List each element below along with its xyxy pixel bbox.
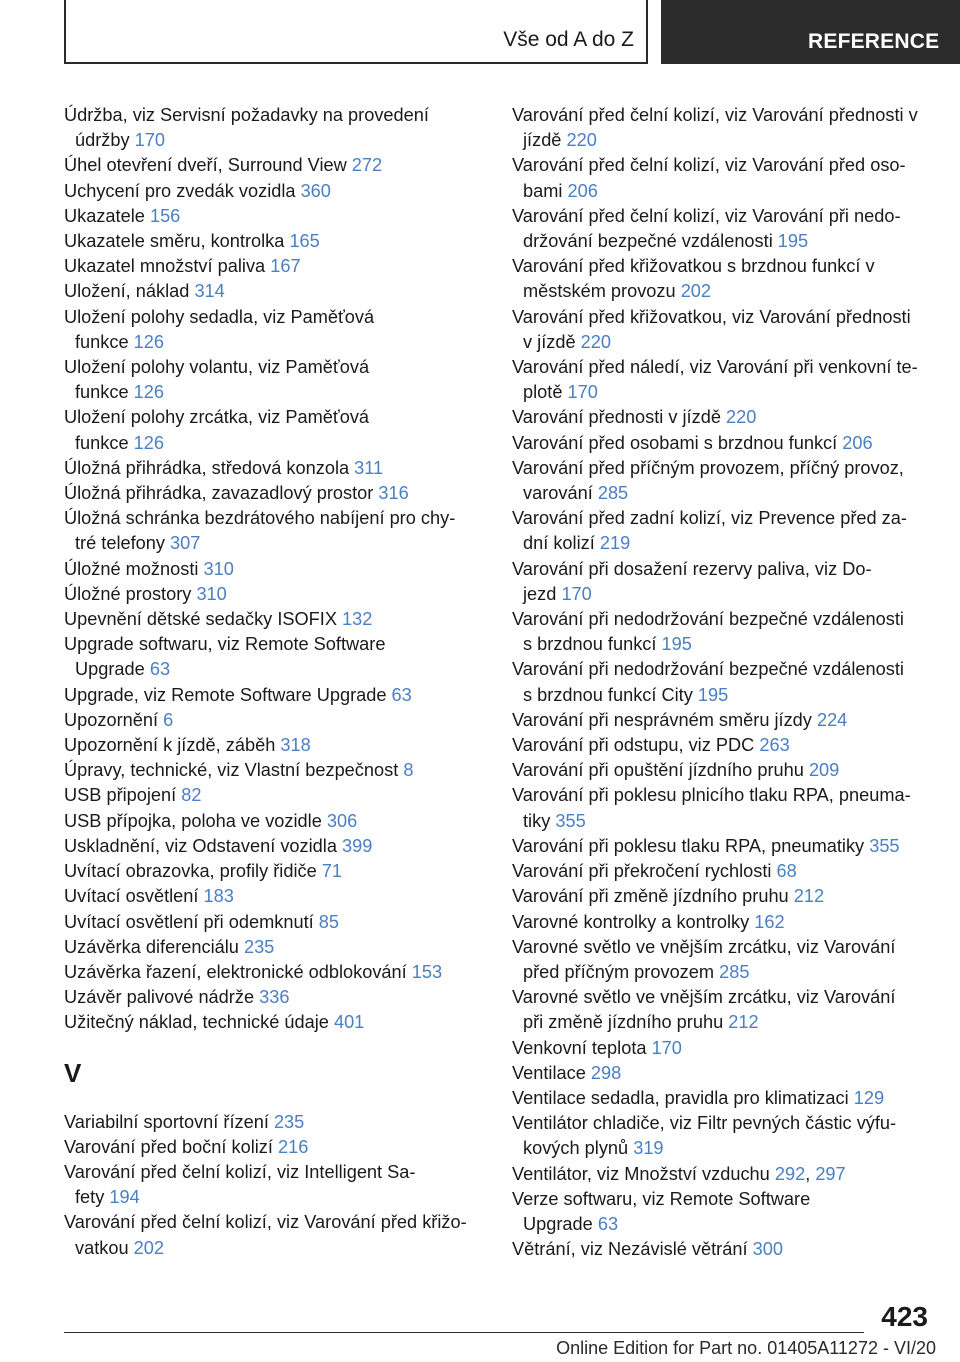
entry-text: funkce bbox=[75, 331, 129, 352]
index-entry bbox=[512, 758, 932, 783]
index-entry bbox=[64, 1210, 484, 1260]
page-link[interactable]: 129 bbox=[853, 1087, 885, 1108]
page-link[interactable]: 399 bbox=[342, 835, 373, 856]
index-entry bbox=[512, 1111, 932, 1161]
page-link[interactable]: 82 bbox=[181, 785, 202, 806]
index-entry bbox=[64, 103, 484, 153]
page-link[interactable]: 183 bbox=[203, 886, 234, 907]
entry-text: Ukazatele směru, kontrolka bbox=[64, 231, 285, 252]
page-link[interactable]: 6 bbox=[163, 709, 174, 730]
index-entry bbox=[64, 456, 484, 481]
page-link[interactable]: 212 bbox=[793, 886, 825, 907]
entry-text: Varování při změně jízdního pruhu bbox=[512, 886, 789, 907]
index-entry bbox=[64, 834, 484, 859]
index-entry bbox=[64, 279, 484, 304]
entry-text: Upgrade, viz Remote Software Upgrade bbox=[64, 684, 387, 705]
index-column-left bbox=[64, 103, 484, 1261]
page-link[interactable]: 311 bbox=[354, 457, 384, 478]
index-entry bbox=[512, 935, 932, 985]
page-link[interactable]: 153 bbox=[411, 961, 443, 982]
index-entry bbox=[512, 657, 932, 707]
page-number: 423 bbox=[881, 1301, 928, 1332]
entry-text: Úhel otevření dveří, Surround View bbox=[64, 155, 347, 176]
entry-text: Varování před čelní kolizí, viz Varování při nedo- bbox=[512, 205, 901, 226]
entry-text: Varovné kontrolky a kontrolky bbox=[512, 911, 750, 932]
entry-text: Upgrade bbox=[75, 659, 145, 680]
entry-text: plotě bbox=[523, 382, 563, 403]
page-link[interactable]: 63 bbox=[597, 1213, 619, 1234]
page-link[interactable]: 285 bbox=[719, 961, 750, 982]
page-link[interactable]: 220 bbox=[726, 407, 757, 428]
index-entry bbox=[512, 305, 932, 355]
page-link[interactable]: 85 bbox=[318, 911, 339, 932]
index-entry bbox=[512, 153, 932, 203]
entry-text: Varování při poklesu plnicího tlaku RPA, pneuma- bbox=[512, 785, 911, 806]
index-entry bbox=[64, 960, 484, 985]
page-link[interactable]: 292 bbox=[774, 1163, 806, 1184]
entry-text: Varování před křižovatkou, viz Varování přednosti bbox=[512, 306, 911, 327]
page-link[interactable]: 206 bbox=[842, 432, 873, 453]
index-entry bbox=[64, 582, 484, 607]
index-entry bbox=[512, 103, 932, 153]
entry-text: jezd bbox=[523, 583, 557, 604]
entry-text: městském provozu bbox=[523, 281, 676, 302]
entry-text: jízdě bbox=[523, 130, 562, 151]
page-link[interactable]: 216 bbox=[278, 1136, 309, 1157]
index-entry bbox=[64, 355, 484, 405]
page-link[interactable]: 126 bbox=[133, 331, 165, 352]
entry-text: dní kolizí bbox=[523, 533, 595, 554]
index-entry bbox=[64, 229, 484, 254]
page-link[interactable]: 195 bbox=[697, 684, 729, 705]
index-entry bbox=[512, 985, 932, 1035]
index-entry bbox=[512, 783, 932, 833]
index-entry bbox=[64, 1110, 484, 1135]
index-entry bbox=[64, 859, 484, 884]
entry-text: Ventilace bbox=[512, 1062, 586, 1083]
page-link[interactable]: 298 bbox=[590, 1062, 622, 1083]
index-entry bbox=[64, 910, 484, 935]
page-link[interactable]: 68 bbox=[776, 861, 797, 882]
entry-text: Uložení, náklad bbox=[64, 281, 190, 302]
entry-text: Varování před zadní kolizí, viz Prevence před za- bbox=[512, 508, 907, 529]
page-link[interactable]: 318 bbox=[280, 735, 311, 756]
page-link[interactable]: 126 bbox=[133, 432, 165, 453]
entry-text: funkce bbox=[75, 432, 129, 453]
index-list-u bbox=[64, 103, 484, 1036]
index-entry bbox=[64, 783, 484, 808]
index-entry bbox=[64, 809, 484, 834]
index-entry bbox=[512, 1187, 932, 1237]
index-entry bbox=[64, 607, 484, 632]
index-entry bbox=[64, 632, 484, 682]
entry-text: vatkou bbox=[75, 1237, 129, 1258]
entry-text: Větrání, viz Nezávislé větrání bbox=[512, 1239, 748, 1260]
entry-text: Uchycení pro zvedák vozidla bbox=[64, 180, 296, 201]
page-link[interactable]: 355 bbox=[869, 835, 900, 856]
page-link[interactable]: 194 bbox=[109, 1187, 140, 1208]
section-letter: V bbox=[64, 1057, 82, 1088]
section-title: Vše od A do Z bbox=[503, 28, 634, 51]
index-entry bbox=[64, 305, 484, 355]
page-link[interactable]: 235 bbox=[273, 1111, 305, 1132]
entry-text: Varování přednosti v jízdě bbox=[512, 407, 721, 428]
page-link[interactable]: 300 bbox=[752, 1239, 783, 1260]
entry-text: Uzávěrka řazení, elektronické odblokování bbox=[64, 961, 407, 982]
page-link[interactable]: 235 bbox=[243, 936, 275, 957]
entry-text: Úložná přihrádka, středová konzola bbox=[64, 457, 350, 478]
entry-text: Venkovní teplota bbox=[512, 1037, 647, 1058]
entry-text: Varování při opuštění jízdního pruhu bbox=[512, 760, 804, 781]
page-link[interactable]: 314 bbox=[194, 281, 225, 302]
reference-tab-label: REFERENCE bbox=[808, 30, 940, 53]
entry-text: Varování před čelní kolizí, viz Varování před křižo- bbox=[64, 1212, 467, 1233]
index-list-v-cont bbox=[512, 103, 932, 1262]
entry-text: Variabilní sportovní řízení bbox=[64, 1111, 269, 1132]
footer-divider bbox=[64, 1332, 864, 1333]
entry-text: Varování při dosažení rezervy paliva, viz Do- bbox=[512, 558, 872, 579]
page-link[interactable]: 316 bbox=[378, 483, 409, 504]
entry-text: Ventilátor chladiče, viz Filtr pevných částic výfu- bbox=[512, 1113, 897, 1134]
index-entry bbox=[512, 204, 932, 254]
index-entry bbox=[512, 834, 932, 859]
entry-text: Varovné světlo ve vnějším zrcátku, viz Varování bbox=[512, 936, 896, 957]
page-link[interactable]: 307 bbox=[170, 533, 201, 554]
entry-text: Uložení polohy volantu, viz Paměťová bbox=[64, 357, 370, 378]
index-entry bbox=[512, 859, 932, 884]
page-link[interactable]: 170 bbox=[134, 130, 166, 151]
entry-text: Ventilátor, viz Množství vzduchu bbox=[512, 1163, 770, 1184]
entry-text: Varování při nedodržování bezpečné vzdálenosti bbox=[512, 609, 904, 630]
page-link[interactable]: 306 bbox=[326, 810, 358, 831]
index-entry bbox=[64, 758, 484, 783]
index-entry bbox=[64, 884, 484, 909]
index-entry bbox=[64, 254, 484, 279]
footer-edition: Online Edition for Part no. 01405A11272 - VI/20 bbox=[556, 1338, 936, 1358]
index-entry bbox=[64, 1135, 484, 1160]
index-entry bbox=[64, 935, 484, 960]
index-entry bbox=[64, 985, 484, 1010]
page-link[interactable]: 319 bbox=[633, 1138, 664, 1159]
page-link[interactable]: 355 bbox=[555, 810, 586, 831]
entry-text: Varování před boční kolizí bbox=[64, 1136, 273, 1157]
entry-text: Upozornění bbox=[64, 709, 159, 730]
page-link[interactable]: 170 bbox=[651, 1037, 682, 1058]
index-entry bbox=[64, 708, 484, 733]
entry-text: funkce bbox=[75, 382, 129, 403]
entry-text: Úložná schránka bezdrátového nabíjení pro chy- bbox=[64, 508, 456, 529]
entry-text: Upevnění dětské sedačky ISOFIX bbox=[64, 609, 337, 630]
page-link[interactable]: 8 bbox=[403, 760, 414, 781]
index-entry bbox=[512, 355, 932, 405]
page-link[interactable]: 220 bbox=[580, 331, 611, 352]
entry-text: Ukazatele bbox=[64, 205, 145, 226]
index-entry: Ventilátor, viz Množství vzduchu 292, 297 bbox=[512, 1163, 846, 1184]
page-link[interactable]: 310 bbox=[203, 558, 234, 579]
entry-text: Varování při překročení rychlosti bbox=[512, 861, 772, 882]
entry-text: Varování před náledí, viz Varování při venkovní te- bbox=[512, 357, 918, 378]
index-entry bbox=[64, 506, 484, 556]
index-entry bbox=[64, 405, 484, 455]
entry-text: Uvítací osvětlení při odemknutí bbox=[64, 911, 314, 932]
entry-text: při změně jízdního pruhu bbox=[523, 1012, 724, 1033]
entry-text: Úložná přihrádka, zavazadlový prostor bbox=[64, 483, 374, 504]
index-list-v bbox=[64, 1110, 484, 1261]
entry-text: Upgrade softwaru, viz Remote Software bbox=[64, 634, 386, 655]
entry-text: Varování před čelní kolizí, viz Varování před oso- bbox=[512, 155, 906, 176]
entry-text: Uložení polohy sedadla, viz Paměťová bbox=[64, 306, 375, 327]
index-entry bbox=[512, 733, 932, 758]
entry-text: Varování při nedodržování bezpečné vzdálenosti bbox=[512, 659, 904, 680]
entry-text: s brzdnou funkcí bbox=[523, 634, 657, 655]
index-entry bbox=[64, 557, 484, 582]
entry-text: držování bezpečné vzdálenosti bbox=[523, 231, 773, 252]
index-entry bbox=[512, 431, 932, 456]
page-link[interactable]: 165 bbox=[289, 231, 320, 252]
index-entry bbox=[512, 708, 932, 733]
page-link[interactable]: 167 bbox=[270, 256, 301, 277]
reference-tab[interactable] bbox=[661, 0, 960, 64]
entry-text: před příčným provozem bbox=[523, 961, 715, 982]
entry-text: Varování při poklesu tlaku RPA, pneumatiky bbox=[512, 835, 865, 856]
page-link[interactable]: 162 bbox=[754, 911, 785, 932]
entry-text: varování bbox=[523, 483, 593, 504]
entry-text: Varování před čelní kolizí, viz Intelligent Sa- bbox=[64, 1161, 416, 1182]
page-link[interactable]: 297 bbox=[815, 1163, 846, 1184]
index-entry bbox=[64, 179, 484, 204]
entry-text: bami bbox=[523, 180, 563, 201]
index-entry bbox=[512, 557, 932, 607]
index-entry bbox=[512, 456, 932, 506]
entry-text: Ventilace sedadla, pravidla pro klimatizaci bbox=[512, 1087, 849, 1108]
index-entry bbox=[64, 481, 484, 506]
entry-text: Varovné světlo ve vnějším zrcátku, viz Varování bbox=[512, 987, 896, 1008]
entry-text: Upgrade bbox=[523, 1213, 593, 1234]
page-link[interactable]: 285 bbox=[597, 483, 629, 504]
page-link[interactable]: 212 bbox=[728, 1012, 759, 1033]
index-entry bbox=[64, 733, 484, 758]
index-entry bbox=[512, 1237, 932, 1262]
entry-text: Verze softwaru, viz Remote Software bbox=[512, 1188, 811, 1209]
entry-text: tré telefony bbox=[75, 533, 165, 554]
entry-text: Uvítací obrazovka, profily řidiče bbox=[64, 861, 317, 882]
index-entry bbox=[512, 254, 932, 304]
page-link[interactable]: 206 bbox=[567, 180, 598, 201]
entry-text: kových plynů bbox=[523, 1138, 629, 1159]
entry-text: Ukazatel množství paliva bbox=[64, 256, 266, 277]
index-entry bbox=[512, 607, 932, 657]
page-link[interactable]: 170 bbox=[567, 382, 598, 403]
entry-text: Uzávěrka diferenciálu bbox=[64, 936, 239, 957]
page-link[interactable]: 263 bbox=[759, 735, 790, 756]
index-entry bbox=[512, 405, 932, 430]
index-entry bbox=[64, 204, 484, 229]
index-entry bbox=[512, 1061, 932, 1086]
page-link[interactable]: 132 bbox=[342, 609, 373, 630]
index-entry bbox=[512, 910, 932, 935]
page-link[interactable]: 195 bbox=[777, 231, 809, 252]
page-link[interactable]: 63 bbox=[391, 684, 412, 705]
entry-text: Úložné prostory bbox=[64, 583, 192, 604]
entry-text: USB připojení bbox=[64, 785, 177, 806]
entry-text: fety bbox=[75, 1187, 105, 1208]
page-link[interactable]: 272 bbox=[351, 155, 383, 176]
index-entry bbox=[64, 1010, 484, 1035]
page-link[interactable]: 202 bbox=[680, 281, 712, 302]
index-entry bbox=[512, 884, 932, 909]
index-entry bbox=[512, 506, 932, 556]
page-link[interactable]: 209 bbox=[808, 760, 840, 781]
entry-text: Varování při nesprávném směru jízdy bbox=[512, 709, 812, 730]
page-link[interactable]: 224 bbox=[816, 709, 848, 730]
entry-text: v jízdě bbox=[523, 331, 576, 352]
entry-text: Varování před příčným provozem, příčný provoz, bbox=[512, 457, 904, 478]
page-link[interactable]: 170 bbox=[561, 583, 592, 604]
page-link[interactable]: 156 bbox=[149, 205, 181, 226]
entry-text: s brzdnou funkcí City bbox=[523, 684, 693, 705]
index-entry bbox=[64, 1160, 484, 1210]
index-entry bbox=[64, 683, 484, 708]
page-link[interactable]: 401 bbox=[333, 1012, 365, 1033]
entry-text: Varování před osobami s brzdnou funkcí bbox=[512, 432, 838, 453]
page-link[interactable]: 71 bbox=[321, 861, 342, 882]
entry-text: Úpravy, technické, viz Vlastní bezpečnost bbox=[64, 760, 399, 781]
page-link[interactable]: 63 bbox=[149, 659, 171, 680]
entry-text: Uvítací osvětlení bbox=[64, 886, 199, 907]
page-link[interactable]: 336 bbox=[259, 987, 290, 1008]
index-column-right bbox=[512, 103, 932, 1262]
entry-text: Užitečný náklad, technické údaje bbox=[64, 1012, 329, 1033]
entry-text: Varování při odstupu, viz PDC bbox=[512, 735, 755, 756]
entry-text: údržby bbox=[75, 130, 130, 151]
index-entry bbox=[512, 1086, 932, 1111]
entry-text: Úložné možnosti bbox=[64, 558, 199, 579]
page-link[interactable]: 202 bbox=[133, 1237, 165, 1258]
page-link[interactable]: 220 bbox=[566, 130, 597, 151]
entry-text: tiky bbox=[523, 810, 551, 831]
page-link[interactable]: 310 bbox=[196, 583, 227, 604]
page-link[interactable]: 219 bbox=[599, 533, 631, 554]
page-link[interactable]: 126 bbox=[133, 382, 165, 403]
index-entry bbox=[64, 153, 484, 178]
entry-text: Údržba, viz Servisní požadavky na provedení bbox=[64, 105, 429, 125]
page-link[interactable]: 360 bbox=[300, 180, 331, 201]
entry-text: Varování před křižovatkou s brzdnou funkcí v bbox=[512, 256, 875, 277]
entry-text: Uskladnění, viz Odstavení vozidla bbox=[64, 835, 337, 856]
entry-text: Upozornění k jízdě, záběh bbox=[64, 735, 276, 756]
entry-text: Varování před čelní kolizí, viz Varování přednosti v bbox=[512, 105, 918, 125]
entry-text: Uložení polohy zrcátka, viz Paměťová bbox=[64, 407, 370, 428]
entry-text: Uzávěr palivové nádrže bbox=[64, 987, 255, 1008]
index-entry bbox=[512, 1036, 932, 1061]
page-link[interactable]: 195 bbox=[661, 634, 692, 655]
entry-text: USB přípojka, poloha ve vozidle bbox=[64, 810, 322, 831]
